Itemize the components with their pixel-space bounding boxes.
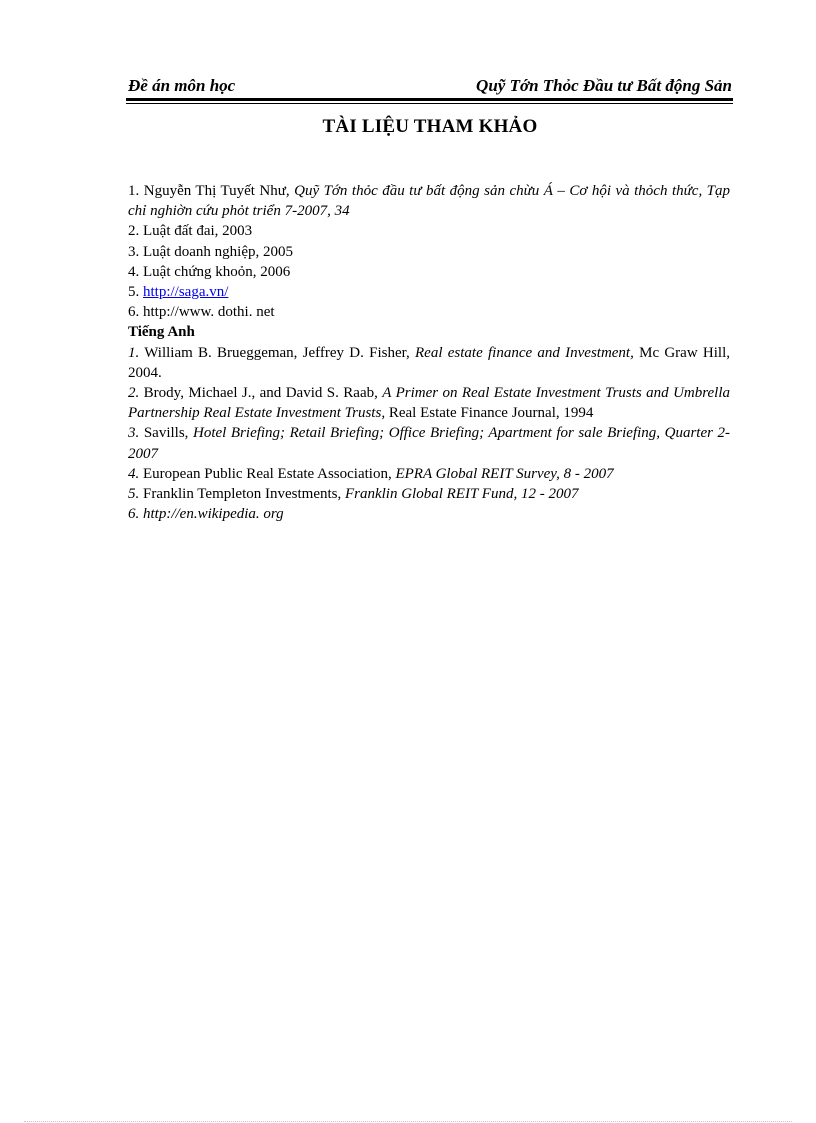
reference-author: Franklin Templeton Investments, [143,486,342,503]
reference-text: http://www. dothi. net [143,304,275,321]
reference-item [128,282,730,302]
header-right-text: Quỹ Tớn Thỏc Đầu tư Bất động Sản [476,76,732,95]
reference-item [128,383,730,423]
reference-title: Hotel Briefing; Retail Briefing; Office Briefing; Apartment for sale Briefing, Quarter 2- 2007 [128,425,731,462]
header-rule [126,98,733,104]
reference-publisher: Real Estate Finance Journal, 1994 [388,405,594,422]
reference-list [128,181,730,524]
reference-number: 1. [128,183,140,199]
reference-link[interactable]: http://saga.vn/ [143,284,229,301]
reference-url: http://en.wikipedia. org [143,506,284,523]
page-title: TÀI LIỆU THAM KHẢO [322,116,538,137]
reference-text: Luật doanh nghiệp, 2005 [143,243,293,260]
reference-item [128,464,730,484]
reference-title: Quỹ Tớn thỏc đầu tư bất động sản chừu Á – Cơ hội và thỏch thức, Tạp chỉ nghiờn cứu phỏt triển 7-2007, 34 [128,183,731,220]
reference-author: William B. Brueggeman, Jeffrey D. Fisher, [144,344,410,361]
reference-item [128,504,730,524]
header-rule-thin [126,103,733,104]
reference-publisher: Mc Graw Hill, 2004. [128,344,731,381]
reference-number: 2. [128,223,140,240]
reference-item [128,262,730,282]
reference-title: A Primer on Real Estate Investment Trusts and Umbrella Partnership Real Estate Investment Trusts, [128,385,731,422]
reference-number: 6. [128,506,140,523]
header-left-text: Đề án môn học [128,76,236,95]
page-bottom-border [24,1121,792,1122]
reference-text: Luật đất đai, 2003 [143,223,253,240]
reference-number: 1. [128,344,140,361]
section-heading-english: Tiếng Anh [128,324,195,341]
page-header [128,76,732,96]
reference-number: 5. [128,486,140,503]
reference-number: 3. [128,243,140,260]
reference-title: Franklin Global REIT Fund, 12 - 2007 [344,486,579,503]
reference-title: EPRA Global REIT Survey, 8 - 2007 [395,465,614,482]
reference-number: 3. [128,425,140,442]
reference-number: 5. [128,284,140,301]
reference-number: 4. [128,465,140,482]
reference-author: European Public Real Estate Association, [143,465,392,482]
reference-title: Real estate finance and Investment, [415,344,634,361]
reference-number: 2. [128,385,140,402]
reference-item [128,181,730,221]
reference-item [128,343,730,383]
reference-item [128,423,730,463]
reference-item [128,221,730,241]
reference-number: 6. [128,304,140,321]
reference-number: 4. [128,263,140,280]
reference-author: Nguyễn Thị Tuyết Như, [143,183,290,199]
reference-item [128,484,730,504]
reference-item [128,302,730,322]
header-rule-thick [126,98,733,101]
reference-author: Brody, Michael J., and David S. Raab, [143,385,378,402]
reference-text: Luật chứng khoỏn, 2006 [143,263,291,280]
reference-author: Savills, [143,425,189,442]
reference-item [128,242,730,262]
